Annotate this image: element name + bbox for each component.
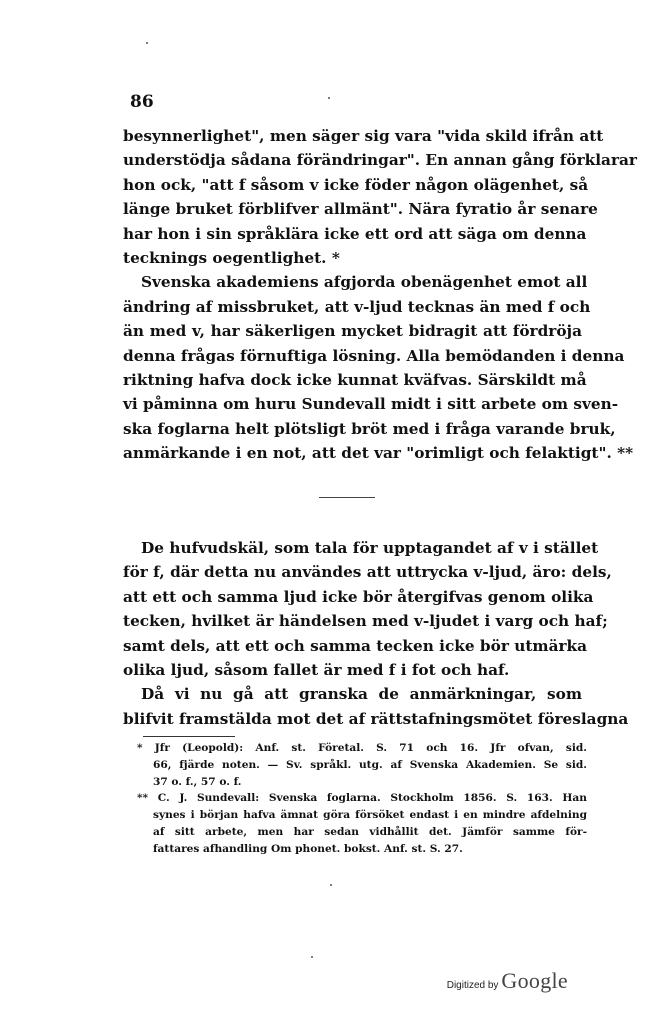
footnote (137, 790, 587, 857)
footnote-line: 66, fjärde noten. — Sv. språkl. utg. af Svenska Akademien. Se sid. (153, 758, 587, 771)
text-line: ändring af missbruket, att v-ljud tecknas än med f och (123, 297, 591, 316)
section-divider (319, 497, 375, 498)
footnote-divider (143, 736, 235, 737)
text-line: länge bruket förblifver allmänt". Nära fyratio år senare (123, 200, 598, 219)
speck (146, 42, 148, 44)
text-line: ska foglarna helt plötsligt bröt med i fråga varande bruk, (123, 419, 616, 438)
footnote-line: af sitt arbete, men har sedan vidhållit det. Jämför samme för- (153, 825, 587, 838)
speck (330, 884, 332, 886)
text-line: vi påminna om huru Sundevall midt i sitt arbete om sven- (123, 395, 619, 414)
text-line: tecknings oegentlighet. * (123, 248, 340, 267)
footnotes (137, 740, 587, 858)
footnote-line: synes i början hafva ämnat göra försöket endast i en mindre afdelning (153, 809, 587, 822)
text-line: denna frågas förnuftiga lösning. Alla bemödanden i denna (123, 346, 625, 365)
page-number: 86 (130, 92, 154, 112)
footnote (137, 740, 587, 790)
text-line: riktning hafva dock icke kunnat kväfvas. Särskildt må (123, 370, 587, 389)
text-line: blifvit framstälda mot det af rättstafningsmötet föreslagna (123, 709, 629, 728)
footnote-marker: * (137, 742, 143, 754)
footnote-line: 37 o. f., 57 o. f. (153, 775, 242, 788)
main-text-lower (123, 536, 629, 731)
footnote-line: ** C. J. Sundevall: Svenska foglarna. Stockholm 1856. S. 163. Han (137, 792, 587, 805)
digitized-by-google-watermark (447, 968, 568, 994)
footnote-marker: ** (137, 792, 149, 805)
text-line: olika ljud, såsom fallet är med f i fot och haf. (123, 660, 510, 679)
text-line: Svenska akademiens afgjorda obenägenhet emot all (141, 273, 588, 292)
text-line: har hon i sin språklära icke ett ord att säga om denna (123, 224, 587, 243)
speck (328, 97, 330, 99)
text-line: anmärkande i en not, att det var "orimligt och felaktigt". ** (123, 444, 634, 463)
text-line: än med v, har säkerligen mycket bidragit att fördröja (123, 322, 582, 341)
text-line: hon ock, "att f såsom v icke föder någon olägenhet, så (123, 175, 589, 194)
footnote-line: fattares afhandling Om phonet. bokst. Anf. st. S. 27. (153, 842, 463, 855)
text-line: för f, där detta nu användes att uttrycka v-ljud, äro: dels, (123, 563, 612, 582)
text-line: samt dels, att ett och samma tecken icke bör utmärka (123, 636, 588, 655)
speck (311, 956, 313, 958)
watermark-prefix: Digitized by (446, 980, 499, 991)
text-line: tecken, hvilket är händelsen med v-ljudet i varg och haf; (123, 612, 608, 631)
text-line: att ett och samma ljud icke bör återgifvas genom olika (123, 587, 594, 606)
text-line: Då vi nu gå att granska de anmärkningar, som (141, 685, 582, 704)
google-logo: Google (501, 968, 568, 993)
text-line: understödja sådana förändringar". En annan gång förklarar (123, 151, 637, 170)
text-line: De hufvudskäl, som tala för upptagandet af v i stället (141, 539, 599, 557)
footnote-line: * Jfr (Leopold): Anf. st. Företal. S. 71 och 16. Jfr ofvan, sid. (137, 742, 587, 754)
main-text-upper (123, 124, 637, 465)
text-line: besynnerlighet", men säger sig vara "vida skild ifrån att (123, 127, 604, 145)
